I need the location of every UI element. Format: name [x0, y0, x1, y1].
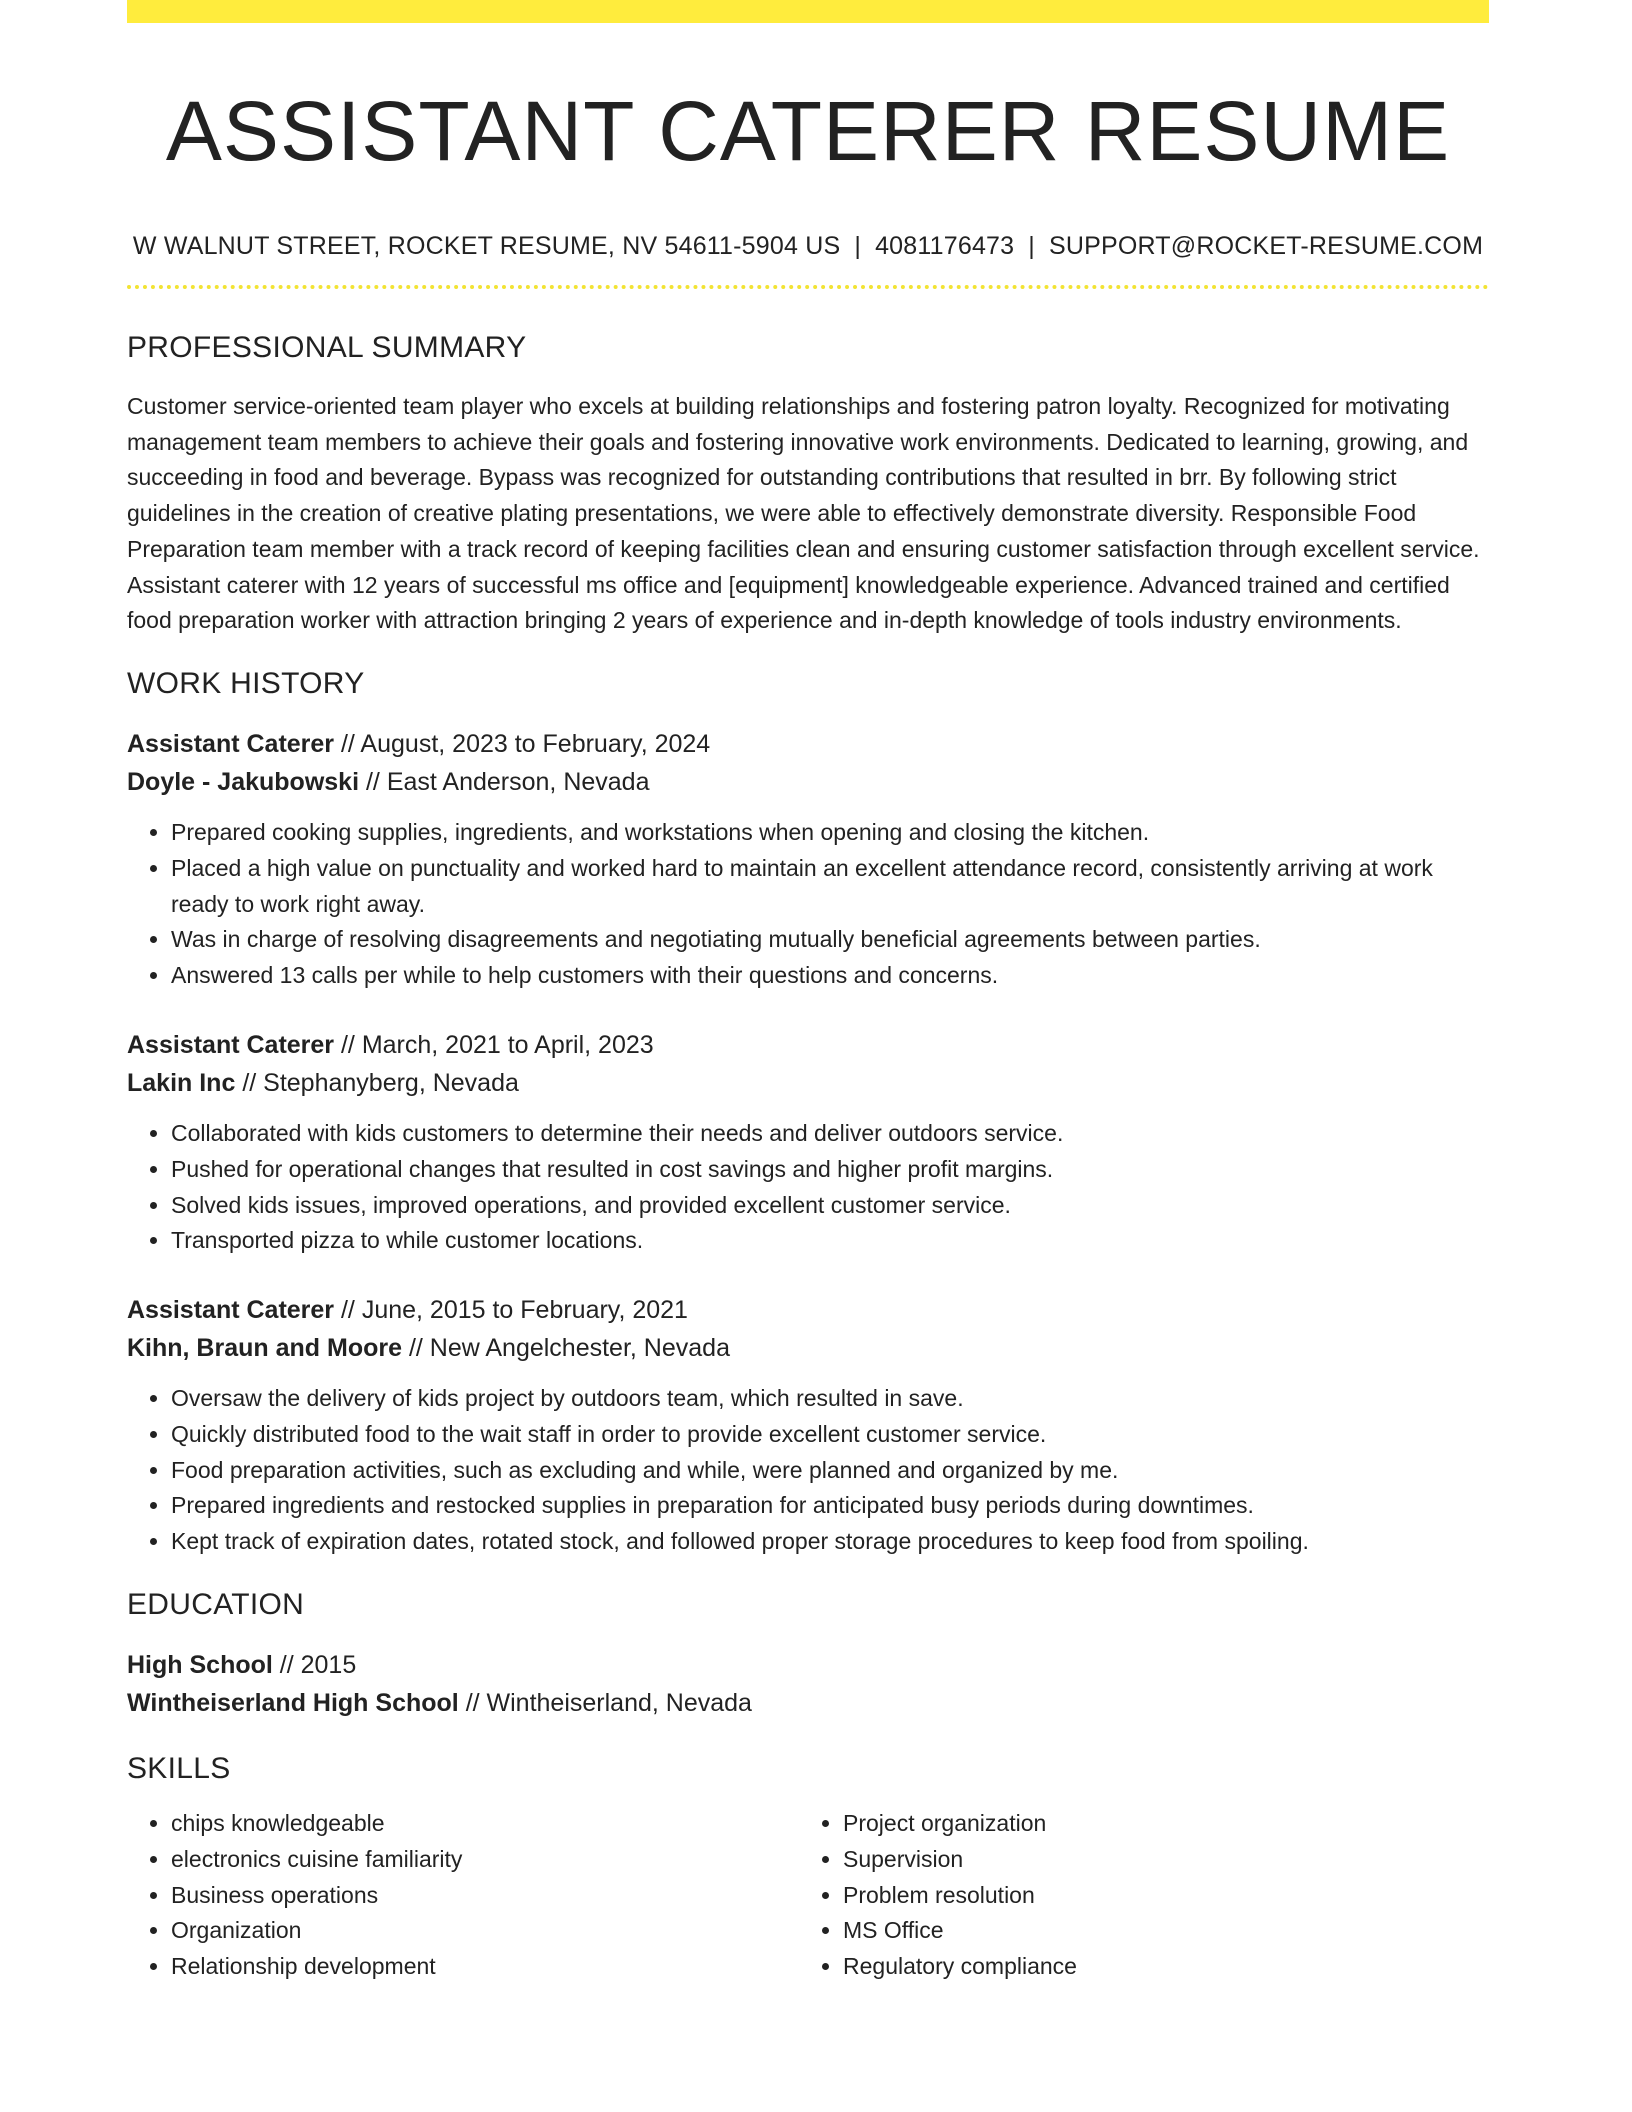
skill-item: • Relationship development — [171, 1949, 799, 1985]
job-dates: // March, 2021 to April, 2023 — [334, 1030, 654, 1059]
job-bullet: • Food preparation activities, such as excluding and while, were planned and organized by me. — [171, 1453, 1489, 1489]
job-bullet: • Prepared cooking supplies, ingredients, and workstations when opening and closing the kitchen. — [171, 815, 1489, 851]
skill-item: • Project organization — [843, 1806, 1471, 1842]
contact-separator: | — [1028, 232, 1035, 260]
education-location: // Wintheiserland, Nevada — [458, 1689, 752, 1718]
contact-address: W WALNUT STREET, ROCKET RESUME, NV 54611-5904 US — [132, 232, 841, 260]
summary-text: Customer service-oriented team player who excels at building relationships and fostering patron loyalty. Recognized for motivating management team members to achieve their goals and fostering innovative work environments. Dedicated to learning, growing, and succeeding in food and beverage. Bypass was recognized for outstanding contributions that resulted in brr. By following strict guidelines in the creation of creative plating presentations, we were able to effectively demonstrate diversity. Responsible Food Preparation team member with a track record of keeping facilities clean and ensuring customer satisfaction through excellent service. Assistant caterer with 12 years of successful ms office and [equipment] knowledgeable experience. Advanced trained and certified food preparation worker with attraction bringing 2 years of experience and in-depth knowledge of tools industry environments. — [127, 393, 1480, 634]
job-bullet: • Answered 13 calls per while to help customers with their questions and concerns. — [171, 958, 1489, 994]
job-dates: // August, 2023 to February, 2024 — [334, 729, 711, 758]
job-dates: // June, 2015 to February, 2021 — [334, 1296, 688, 1325]
skills-heading: SKILLS — [127, 1752, 231, 1786]
resume-title: ASSISTANT CATERER RESUME — [165, 84, 1451, 178]
skill-item: • Supervision — [843, 1842, 1471, 1878]
job-title: Assistant Caterer — [127, 1296, 335, 1325]
summary-heading: PROFESSIONAL SUMMARY — [127, 331, 527, 364]
job-company-line — [127, 763, 1489, 801]
skills-list-left — [127, 1806, 799, 1985]
skill-item: • electronics cuisine familiarity — [171, 1842, 799, 1878]
education-school: Wintheiserland High School — [127, 1689, 459, 1718]
skill-item: • Business operations — [171, 1878, 799, 1914]
accent-bar — [127, 0, 1489, 23]
job-bullet: • Oversaw the delivery of kids project by outdoors team, which resulted in save. — [171, 1381, 1489, 1417]
job-bullet: • Quickly distributed food to the wait staff in order to provide excellent customer service. — [171, 1417, 1489, 1453]
skill-item: • chips knowledgeable — [171, 1806, 799, 1842]
job-location: // East Anderson, Nevada — [359, 767, 650, 796]
job-title-line — [127, 725, 1489, 763]
education-degree: High School — [127, 1651, 273, 1680]
contact-email: SUPPORT@ROCKET-RESUME.COM — [1048, 232, 1484, 260]
job-bullets — [127, 1116, 1489, 1259]
skills-list-right — [799, 1806, 1471, 1985]
work-history-heading: WORK HISTORY — [127, 666, 365, 700]
job-bullet: • Transported pizza to while customer locations. — [171, 1223, 1489, 1259]
education-heading: EDUCATION — [127, 1588, 305, 1622]
education-year: // 2015 — [272, 1651, 357, 1680]
contact-phone: 4081176473 — [875, 232, 1015, 260]
contact-separator: | — [854, 232, 862, 260]
job-title: Assistant Caterer — [127, 729, 335, 758]
education-degree-line — [127, 1646, 1489, 1684]
job-entry — [127, 725, 1489, 994]
education-school-line — [127, 1684, 1489, 1722]
job-company-line — [127, 1329, 1489, 1367]
job-bullet: • Placed a high value on punctuality and worked hard to maintain an excellent attendance record, consistently arriving at work ready to work right away. — [171, 851, 1489, 923]
job-location: // Stephanyberg, Nevada — [235, 1068, 519, 1097]
job-bullets — [127, 815, 1489, 994]
skill-item: • MS Office — [843, 1913, 1471, 1949]
job-entry — [127, 1291, 1489, 1560]
job-bullet: • Collaborated with kids customers to determine their needs and deliver outdoors service. — [171, 1116, 1489, 1152]
job-bullets — [127, 1381, 1489, 1560]
education-entry — [127, 1646, 1489, 1722]
job-bullet: • Kept track of expiration dates, rotated stock, and followed proper storage procedures to keep food from spoiling. — [171, 1524, 1489, 1560]
job-title-line — [127, 1026, 1489, 1064]
job-title: Assistant Caterer — [127, 1030, 335, 1059]
job-bullet: • Solved kids issues, improved operations, and provided excellent customer service. — [171, 1188, 1489, 1224]
job-company: Lakin Inc — [127, 1068, 236, 1097]
job-company: Kihn, Braun and Moore — [127, 1334, 402, 1363]
job-bullet: • Was in charge of resolving disagreements and negotiating mutually beneficial agreements between parties. — [171, 922, 1489, 958]
job-title-line — [127, 1291, 1489, 1329]
skill-item: • Problem resolution — [843, 1878, 1471, 1914]
skill-item: • Regulatory compliance — [843, 1949, 1471, 1985]
contact-line — [127, 229, 1489, 263]
skills-columns — [127, 1806, 1489, 1985]
dotted-divider — [127, 285, 1489, 289]
job-bullet: • Pushed for operational changes that resulted in cost savings and higher profit margins. — [171, 1152, 1489, 1188]
resume-page — [127, 0, 1489, 1985]
job-company-line — [127, 1064, 1489, 1102]
job-company: Doyle - Jakubowski — [127, 767, 360, 796]
skill-item: • Organization — [171, 1913, 799, 1949]
job-bullet: • Prepared ingredients and restocked supplies in preparation for anticipated busy periods during downtimes. — [171, 1488, 1489, 1524]
job-entry — [127, 1026, 1489, 1259]
job-location: // New Angelchester, Nevada — [402, 1334, 730, 1363]
